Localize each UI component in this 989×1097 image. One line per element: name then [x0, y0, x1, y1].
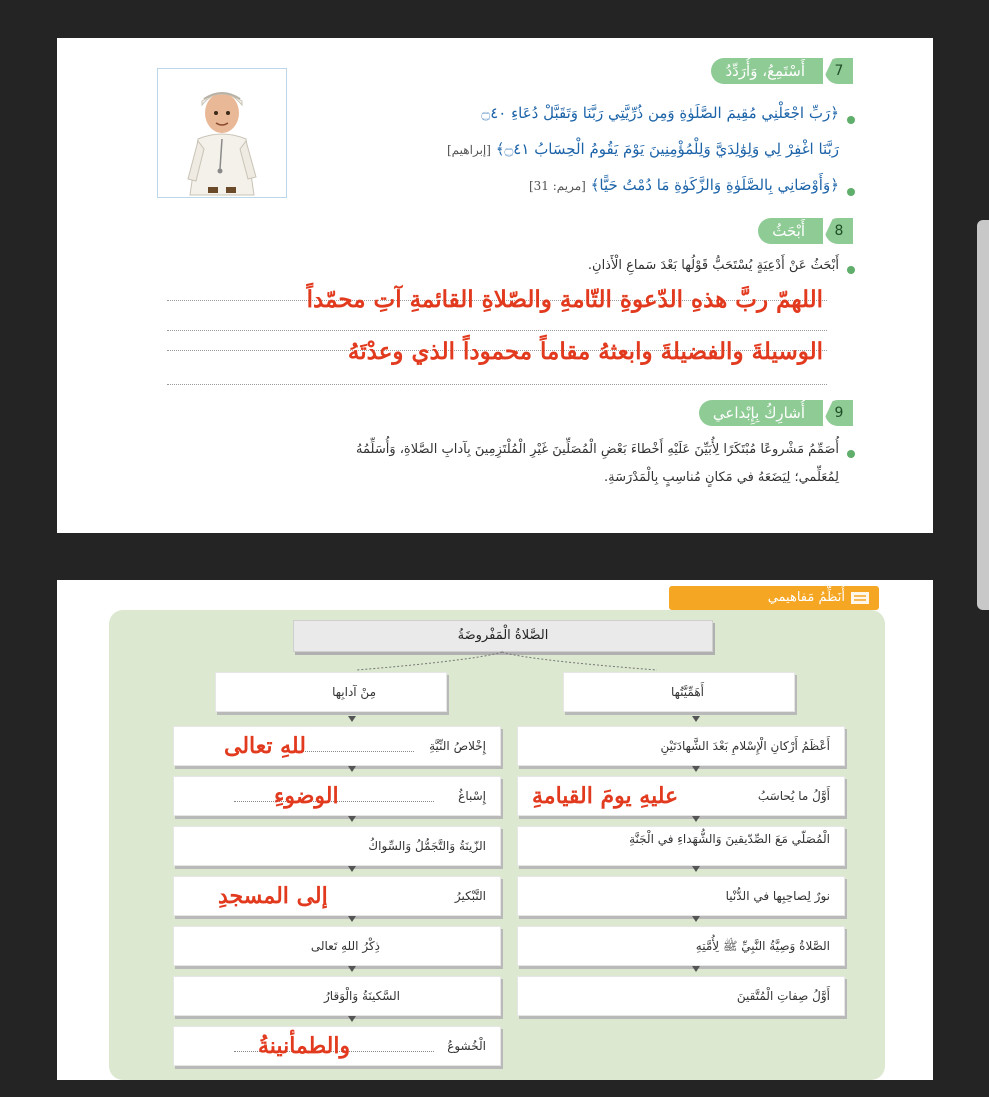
item-label: الْمُصَلّي مَعَ الصِّدّيقينَ وَالشُّهَداءِ في الْجَنَّةِ: [629, 832, 830, 846]
verse-reference: [مريم: 31]: [528, 179, 586, 193]
verse-reference: [إبراهيم]: [447, 143, 491, 157]
down-arrow-icon: [692, 916, 700, 922]
item-label: التَّبْكيرُ: [454, 889, 486, 903]
down-arrow-icon: [348, 766, 356, 772]
etiquette-item-1: [173, 726, 501, 766]
item-label: السَّكينَةُ وَالْوَقارُ: [324, 989, 400, 1003]
item-label: إِسْباغُ: [458, 789, 486, 803]
etiquette-item-2: [173, 776, 501, 816]
project-text-line-2: لِمُعَلِّمي؛ لِيَضَعَهُ في مَكانٍ مُناسِبٍ بِالْمَدْرَسَةِ.: [604, 470, 839, 485]
etiquette-item-5: [173, 926, 501, 966]
bullet-icon: [847, 116, 855, 124]
dotted-blank: [294, 751, 414, 752]
item-label: ذِكْرُ اللهِ تَعالى: [310, 939, 380, 953]
handwritten-fill: والطمأنينةُ: [258, 1033, 351, 1059]
section-title: أَبْحَثُ: [758, 218, 823, 244]
down-arrow-icon: [348, 1016, 356, 1022]
section-number: 9: [825, 400, 853, 426]
importance-item-4: [517, 876, 845, 916]
concept-root: الصَّلاةُ الْمَفْروضَةُ: [293, 620, 713, 652]
research-prompt: أَبْحَثُ عَنْ أَدْعِيَةٍ يُسْتَحَبُّ قَوْلُها بَعْدَ سَماعِ الْأَذانِ.: [587, 258, 839, 273]
section-number: 7: [825, 58, 853, 84]
item-label: أَعْظَمُ أَرْكانِ الْإِسْلامِ بَعْدَ الشَّهادَتَيْنِ: [660, 739, 830, 753]
handwritten-answer-line-1: اللهمّ ربَّ هذهِ الدّعوةِ التّامةِ والصّلاةِ القائمةِ آتِ محمّداً: [306, 286, 823, 313]
down-arrow-icon: [692, 966, 700, 972]
down-arrow-icon: [692, 816, 700, 822]
section-7-header: [657, 58, 853, 84]
item-label: أَوَّلُ صِفاتِ الْمُتَّقينَ: [736, 989, 830, 1003]
down-arrow-icon: [692, 866, 700, 872]
student-illustration: [157, 68, 287, 198]
answer-dotted-line: [167, 330, 827, 331]
importance-header: [563, 672, 795, 712]
down-arrow-icon: [692, 716, 700, 722]
item-label: أَوَّلُ ما يُحاسَبُ: [757, 789, 830, 803]
importance-item-1: [517, 726, 845, 766]
verse-2: [319, 176, 839, 194]
down-arrow-icon: [348, 966, 356, 972]
verse-1-line-1: ﴿رَبِّ اجْعَلْنِي مُقِيمَ الصَّلَوٰةِ وَمِن ذُرِّيَّتِي رَبَّنَا وَتَقَبَّلْ دُعَاءِ ۝٤٠: [481, 104, 839, 122]
handwritten-fill: الوضوءِ: [274, 783, 339, 809]
section-8-header: [717, 218, 853, 244]
item-label: نورٌ لِصاحِبِها في الدُّنْيا: [725, 889, 830, 903]
boy-in-thobe-icon: [158, 69, 286, 197]
item-label: الزّينَةُ وَالتَّجَمُّلُ وَالسِّواكُ: [368, 839, 486, 853]
importance-item-5: [517, 926, 845, 966]
etiquette-item-6: [173, 976, 501, 1016]
project-text-line-1: أُصَمِّمُ مَشْروعًا مُبْتَكَرًا لِأُبَيِّنَ عَلَيْهِ أَخْطاءَ بَعْضِ الْمُصَلِّينَ غَيْرِ الْمُلْتَزِمِينَ بِآدابِ الصَّلاةِ، وَأُسَلِّمُهُ: [356, 442, 839, 457]
item-label: الصَّلاةُ وَصِيَّةُ النَّبِيِّ ﷺ لِأُمَّتِهِ: [695, 939, 830, 953]
lesson-page-top: [57, 38, 933, 533]
down-arrow-icon: [348, 916, 356, 922]
item-label: الْخُشوعُ: [447, 1039, 486, 1053]
handwritten-answer-line-2: الوسيلةَ والفضيلةَ وابعثهُ مقاماً محموداً الذي وعدْتَهُ: [347, 338, 823, 365]
header-label: مِنْ آدابِها: [332, 685, 376, 699]
section-title: أُشارِكُ بِإِبْداعي: [699, 400, 823, 426]
etiquette-item-7: [173, 1026, 501, 1066]
etiquette-item-3: [173, 826, 501, 866]
etiquette-item-4: [173, 876, 501, 916]
section-number: 8: [825, 218, 853, 244]
importance-item-2: [517, 776, 845, 816]
tag-label: أُنَظِّمُ مَفاهيمي: [767, 590, 845, 605]
section-9-header: [677, 400, 853, 426]
bullet-icon: [847, 266, 855, 274]
lesson-page-concepts: [57, 580, 933, 1080]
section-title: أَسْتَمِعُ، وَأُرَدِّدُ: [711, 58, 823, 84]
item-label: إِخْلاصُ النِّيَّةِ: [429, 739, 486, 753]
scrollbar-handle[interactable]: [977, 220, 989, 610]
verse-1-line-2: [279, 140, 839, 158]
down-arrow-icon: [692, 766, 700, 772]
down-arrow-icon: [348, 716, 356, 722]
down-arrow-icon: [348, 816, 356, 822]
handwritten-fill: إلى المسجدِ: [218, 883, 328, 909]
down-arrow-icon: [348, 866, 356, 872]
handwritten-fill: للهِ تعالى: [224, 733, 306, 759]
verse-text: ﴿وَأَوْصَانِي بِالصَّلَوٰةِ وَالزَّكَوٰةِ مَا دُمْتُ حَيًّا﴾: [590, 176, 839, 194]
importance-item-6: [517, 976, 845, 1016]
verse-text: رَبَّنَا اغْفِرْ لِي وَلِوَٰلِدَيَّ وَلِلْمُؤْمِنِينَ يَوْمَ يَقُومُ الْحِسَابُ ۝٤١﴾: [495, 140, 839, 158]
bullet-icon: [847, 188, 855, 196]
header-label: أَهَمِّيَّتُها: [670, 685, 704, 699]
importance-item-3: [517, 826, 845, 866]
etiquette-header: [215, 672, 447, 712]
handwritten-fill: عليهِ يومَ القيامةِ: [532, 783, 679, 809]
answer-dotted-line: [167, 384, 827, 385]
bullet-icon: [847, 450, 855, 458]
